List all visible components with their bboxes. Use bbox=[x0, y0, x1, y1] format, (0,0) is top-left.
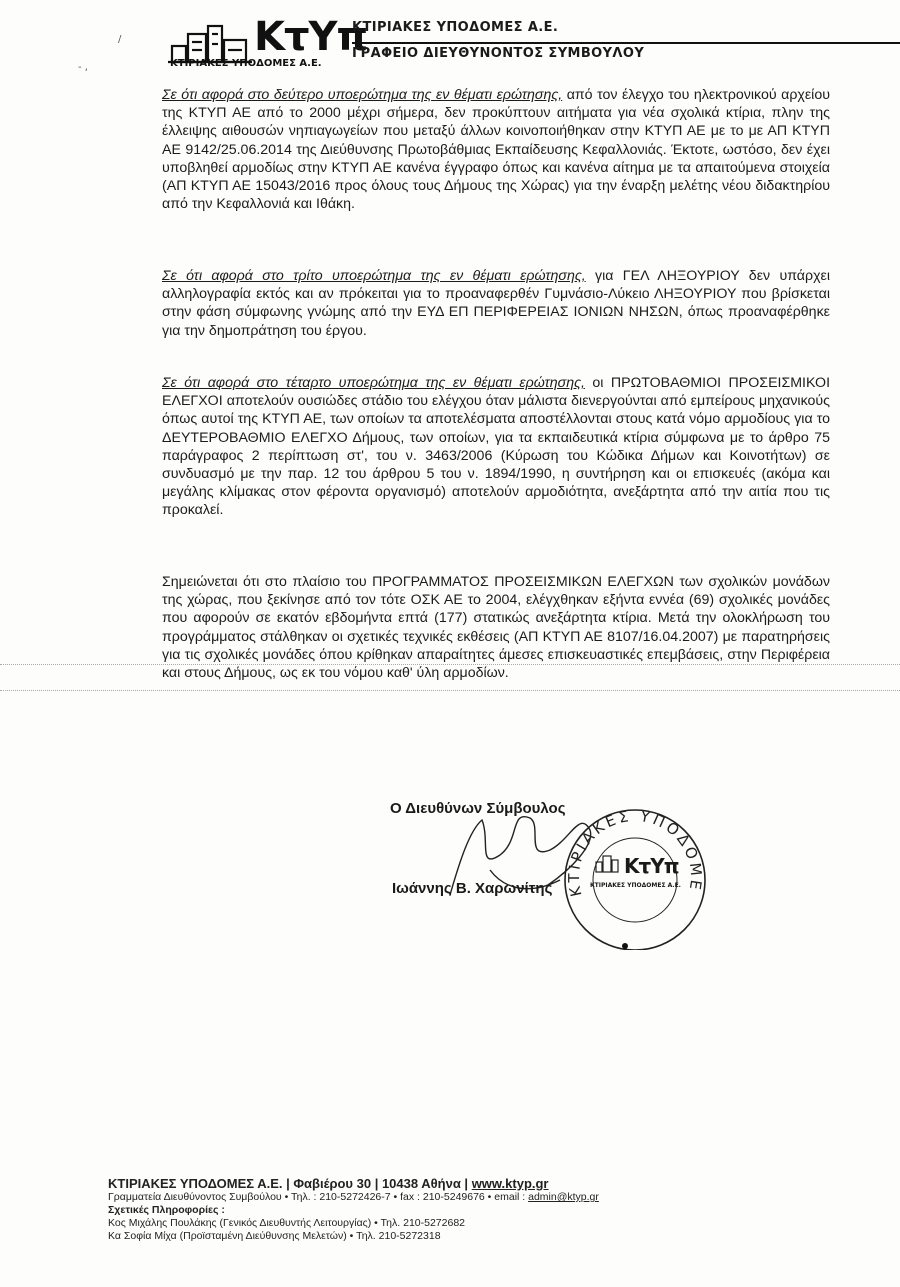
logo-subtitle: ΚΤΙΡΙΑΚΕΣ ΥΠΟΔΟΜΕΣ Α.Ε. bbox=[170, 58, 322, 69]
logo-wordmark: ΚτΥπ bbox=[254, 14, 368, 60]
body-paragraph bbox=[162, 267, 830, 340]
stamp-subtitle: ΚΤΙΡΙΑΚΕΣ ΥΠΟΔΟΜΕΣ Α.Ε. bbox=[590, 882, 681, 889]
paragraph-text: οι ΠΡΩΤΟΒΑΘΜΙΟΙ ΠΡΟΣΕΙΣΜΙΚΟΙ ΕΛΕΓΧΟΙ αποτελούν ουσιώδες στάδιο του ελέγχου όταν μάλιστα διενεργούνται από εμπείρους μηχανικούς όπως αυτοί της ΚΤΥΠ ΑΕ, των οποίων τα αποτελέσματα αποστέλλονται στους κατά νόμο αρμοδίους για το ΔΕΥΤΕΡΟΒΑΘΜΙΟ ΕΛΕΓΧΟ Δήμους, των οποίων, για τα εκπαιδευτικά κτίρια σύμφωνα με το άρθρο 75 παράγραφος 2 περίπτωση στ', του ν. 3463/2006 (Κύρωση του Κώδικα Δήμων και Κοινοτήτων) σε συνδυασμό με την παρ. 12 του άρθρου 5 του ν. 1894/1990, η συντήρηση και οι επισκευές (ακόμα και μεγάλης κλίμακας στον φέροντα οργανισμό) αποτελούν αρμοδιότητα, ανεξάρτητα από την αιτία που τις προκαλεί. bbox=[162, 375, 831, 519]
margin-mark: / bbox=[118, 34, 122, 45]
company-logo bbox=[168, 14, 368, 72]
margin-mark: - , bbox=[78, 62, 88, 73]
scan-artifact-line bbox=[0, 664, 900, 665]
organization-name: ΚΤΙΡΙΑΚΕΣ ΥΠΟΔΟΜΕΣ Α.Ε. bbox=[352, 20, 559, 35]
signature-block bbox=[390, 800, 720, 960]
letterhead bbox=[168, 16, 888, 74]
stamp-ring-text: ΚΤΙΡΙΑΚΕΣ ΥΠΟΔΟΜΕ bbox=[564, 806, 706, 899]
footer-info-label: Σχετικές Πληροφορίες : bbox=[108, 1204, 225, 1216]
paragraph-lead: Σε ότι αφορά στο δεύτερο υποερώτημα της εν θέματι ερώτησης, bbox=[162, 87, 563, 103]
footer-contact-2: Κα Σοφία Μίχα (Προϊσταμένη Διεύθυνσης Μελετών) • Τηλ. 210-5272318 bbox=[108, 1230, 441, 1242]
footer-secretariat: Γραμματεία Διευθύνοντος Συμβούλου • Τηλ. : 210-5272426-7 • fax : 210-5249676 • email : bbox=[108, 1191, 529, 1203]
body-paragraph bbox=[162, 573, 830, 682]
footer-company: ΚΤΙΡΙΑΚΕΣ ΥΠΟΔΟΜΕΣ Α.Ε. bbox=[108, 1176, 283, 1191]
body-paragraph bbox=[162, 86, 830, 213]
body-paragraph bbox=[162, 374, 830, 520]
footer-email-link[interactable]: admin@ktyp.gr bbox=[528, 1191, 599, 1203]
footer-address: Φαβιέρου 30 bbox=[293, 1176, 372, 1191]
signatory-name: Ιωάννης Β. Χαρωνίτης bbox=[392, 880, 553, 897]
paragraph-lead: Σε ότι αφορά στο τρίτο υποερώτημα της εν θέματι ερώτησης, bbox=[162, 268, 586, 284]
scan-artifact-line bbox=[0, 690, 900, 691]
footer-contact-1: Κος Μιχάλης Πουλάκης (Γενικός Διευθυντής Λειτουργίας) • Τηλ. 210-5272682 bbox=[108, 1217, 465, 1229]
signatory-title: Ο Διευθύνων Σύμβουλος bbox=[390, 800, 566, 817]
paragraph-text: από τον έλεγχο του ηλεκτρονικού αρχείου της ΚΤΥΠ ΑΕ από το 2000 μέχρι σήμερα, δεν προκύπτουν αιτήματα για νέα σχολικά κτίρια, πλην της έλλειψης αιθουσών νηπιαγωγείων που μεταξύ άλλων κοινοποιήθηκαν στην ΚΤΥΠ ΑΕ με το με ΑΠ ΚΤΥΠ ΑΕ 9142/25.06.2014 της Διεύθυνσης Πρωτοβάθμιας Εκπαίδευσης Κεφαλλονιάς. Έκτοτε, ωστόσο, δεν έχει υποβληθεί αρμοδίως στην ΚΤΥΠ ΑΕ κανένα έγγραφο όπως και κανένα αίτημα με τα απαιτούμενα στοιχεία (ΑΠ ΚΤΥΠ ΑΕ 15043/2016 προς όλους τους Δήμους της Χώρας) για την έναρξη μελέτης νέου διδακτηρίου από την Κεφαλλονιά και Ιθάκη. bbox=[162, 87, 830, 213]
footer-company-line: ΚΤΙΡΙΑΚΕΣ ΥΠΟΔΟΜΕΣ Α.Ε. | Φαβιέρου 30 | 10438 Αθήνα | www.ktyp.gr bbox=[108, 1176, 549, 1191]
stamp-logo: ΚτΥπ bbox=[624, 854, 679, 878]
footer bbox=[108, 1176, 868, 1243]
office-name: ΓΡΑΦΕΙΟ ΔΙΕΥΘΥΝΟΝΤΟΣ ΣΥΜΒΟΥΛΟΥ bbox=[352, 46, 645, 61]
footer-postal: 10438 Αθήνα bbox=[381, 1176, 461, 1191]
paragraph-text: για ΓΕΛ ΛΗΞΟΥΡΙΟΥ δεν υπάρχει αλληλογραφία εκτός και αν πρόκειται για το προαναφερθέν Γυμνάσιο-Λύκειο ΛΗΞΟΥΡΙΟΥ που βρίσκεται στην φάση σύμφωνης γνώμης από την ΕΥΔ ΕΠ ΠΕΡΙΦΕΡΕΙΑΣ ΙΟΝΙΩΝ ΝΗΣΩΝ, όπως προαναφέρθηκε για την δημοπράτηση του έργου. bbox=[162, 268, 830, 339]
footer-website-link[interactable]: www.ktyp.gr bbox=[471, 1176, 549, 1191]
company-stamp bbox=[560, 800, 710, 950]
paragraph-text: Σημειώνεται ότι στο πλαίσιο του ΠΡΟΓΡΑΜΜΑΤΟΣ ΠΡΟΣΕΙΣΜΙΚΩΝ ΕΛΕΓΧΩΝ των σχολικών μονάδων της χώρας, που ξεκίνησε από τον τότε ΟΣΚ ΑΕ το 2004, ελέγχθηκαν εξήντα εννέα (69) σχολικές μονάδες που αφορούν σε εκατόν εβδομήντα επτά (177) στατικώς ανεξάρτητα κτίρια. Μετά την ολοκλήρωση του προγράμματος στάλθηκαν οι σχετικές τεχνικές εκθέσεις (ΑΠ ΚΤΥΠ ΑΕ 8107/16.04.2007) με παρατηρήσεις για τις σχολικές μονάδες όπου κρίθηκαν απαραίτητες άμεσες επισκευαστικές επεμβάσεις, στην Περιφέρεια και στους Δήμους, ως εκ του νόμου καθ' ύλη αρμοδίων. bbox=[162, 574, 830, 682]
footer-contact-line bbox=[108, 1191, 868, 1204]
header-divider bbox=[352, 42, 900, 44]
paragraph-lead: Σε ότι αφορά στο τέταρτο υποερώτημα της εν θέματι ερώτησης, bbox=[162, 375, 585, 391]
